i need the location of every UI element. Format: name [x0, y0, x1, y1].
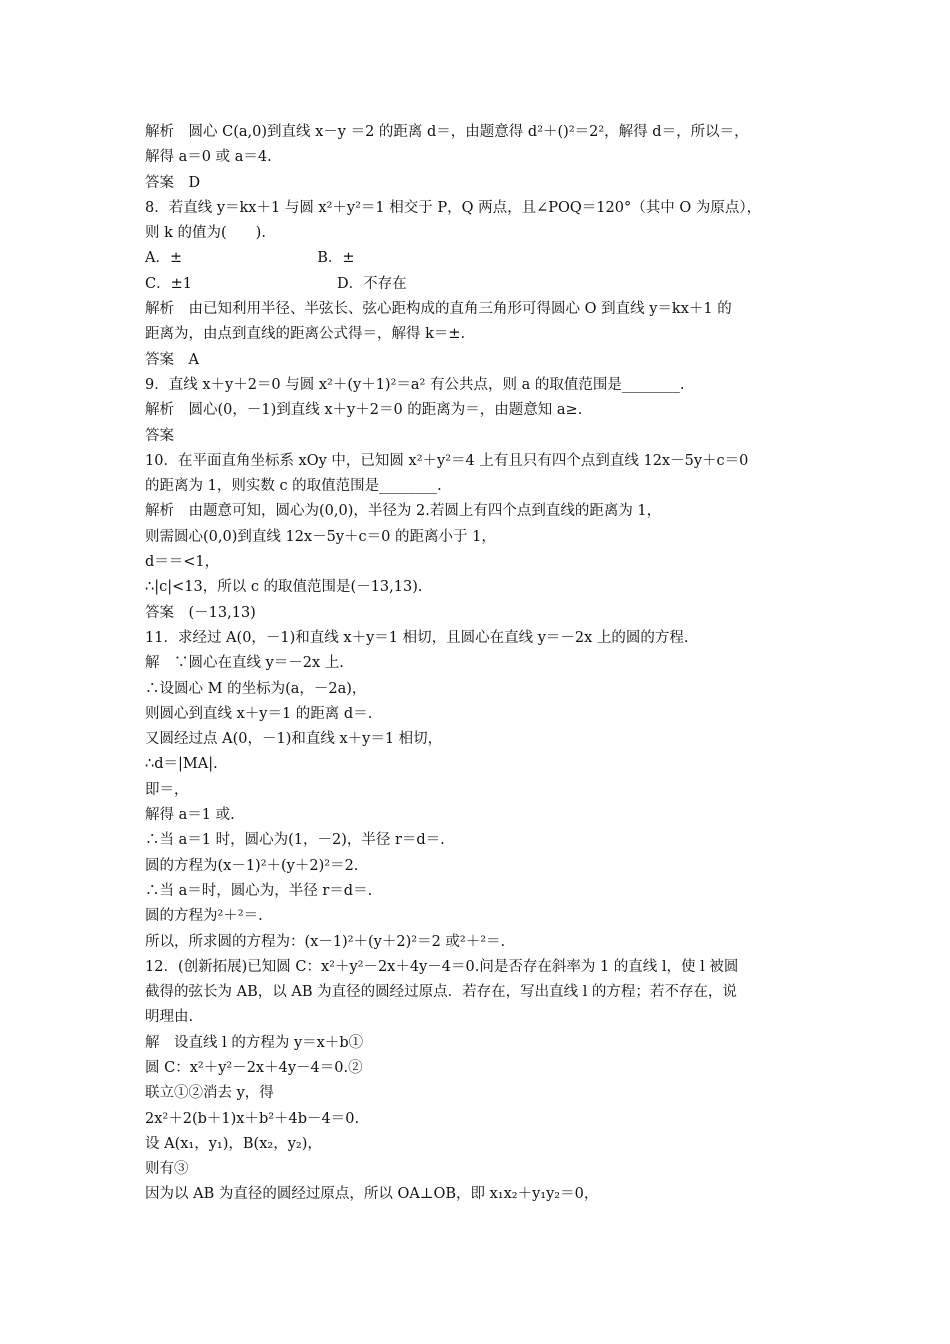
text-line: 即＝， [145, 781, 189, 798]
text-line: 解 ∵圆心在直线 y＝－2x 上. [145, 655, 344, 672]
text-line: 则有③ [145, 1161, 189, 1178]
text-line: 明理由. [145, 1009, 194, 1026]
text-line: 解析 圆心 C(a,0)到直线 x－y ＝2 的距离 d＝，由题意得 d²＋()²＝2²，解得 d＝，所以＝， [145, 124, 749, 140]
text-line: 所以，所求圆的方程为：(x－1)²＋(y＋2)²＝2 或²＋²＝. [145, 933, 506, 950]
text-line: ∴当 a＝1 时，圆心为(1，－2)，半径 r＝d＝. [145, 832, 445, 849]
text-line: 解 设直线 l 的方程为 y＝x＋b① [145, 1034, 364, 1051]
text-line: 又圆经过点 A(0，－1)和直线 x＋y＝1 相切， [145, 731, 443, 748]
text-line: 圆的方程为(x－1)²＋(y＋2)²＝2. [145, 857, 359, 874]
text-line: 圆的方程为²＋²＝. [145, 908, 263, 925]
text-line: 解得 a＝0 或 a＝4. [145, 149, 272, 166]
text-line: 解析 圆心(0，－1)到直线 x＋y＋2＝0 的距离为＝，由题意知 a≥. [145, 402, 583, 419]
text-line: 圆 C：x²＋y²－2x＋4y－4＝0.② [145, 1059, 363, 1076]
text-line: 因为以 AB 为直径的圆经过原点，所以 OA⊥OB，即 x₁x₂＋y₁y₂＝0， [145, 1186, 599, 1203]
text-line: 距离为，由点到直线的距离公式得＝，解得 k＝±. [145, 326, 466, 343]
text-line: ∴|c|<13，所以 c 的取值范围是(－13,13). [145, 579, 423, 596]
document-body [145, 120, 815, 1208]
text-line: 答案 [145, 427, 174, 444]
text-line: 2x²＋2(b＋1)x＋b²＋4b－4＝0. [145, 1110, 360, 1127]
text-line: C．±1 D．不存在 [145, 275, 407, 292]
text-line: 设 A(x₁，y₁)，B(x₂，y₂)， [145, 1135, 322, 1152]
text-line: 9．直线 x＋y＋2＝0 与圆 x²＋(y＋1)²＝a² 有公共点，则 a 的取值范围是________. [145, 376, 685, 393]
text-line: 答案 D [145, 174, 201, 191]
text-line: ∴设圆心 M 的坐标为(a，－2a)， [145, 680, 367, 697]
text-line: 则圆心到直线 x＋y＝1 的距离 d＝. [145, 705, 373, 722]
text-line: 答案 A [145, 351, 199, 368]
text-line: 联立①②消去 y，得 [145, 1085, 274, 1102]
text-line: ∴当 a＝时，圆心为，半径 r＝d＝. [145, 882, 373, 899]
text-line: 10．在平面直角坐标系 xOy 中，已知圆 x²＋y²＝4 上有且只有四个点到直线 12x－5y＋c＝0 [145, 452, 749, 469]
text-line: 截得的弦长为 AB，以 AB 为直径的圆经过原点．若存在，写出直线 l 的方程；若不存在，说 [145, 984, 737, 1001]
text-line: d＝＝<1， [145, 554, 220, 571]
text-line: 解析 由已知利用半径、半弦长、弦心距构成的直角三角形可得圆心 O 到直线 y＝kx＋1 的 [145, 301, 732, 318]
text-line: 11．求经过 A(0，－1)和直线 x＋y＝1 相切，且圆心在直线 y＝－2x 上的圆的方程. [145, 629, 689, 646]
text-line: 解得 a＝1 或. [145, 807, 235, 824]
text-line: A．± B．± [145, 250, 355, 267]
text-line: 12．(创新拓展)已知圆 C：x²＋y²－2x＋4y－4＝0.问是否存在斜率为 1 的直线 l，使 l 被圆 [145, 958, 739, 975]
text-line: 答案 (－13,13) [145, 604, 256, 621]
text-line: ∴d＝|MA|. [145, 756, 218, 773]
text-line: 则需圆心(0,0)到直线 12x－5y＋c＝0 的距离小于 1， [145, 528, 496, 545]
text-line: 8．若直线 y＝kx＋1 与圆 x²＋y²＝1 相交于 P，Q 两点，且∠POQ＝120°（其中 O 为原点）， [145, 199, 762, 216]
text-line: 解析 由题意可知，圆心为(0,0)，半径为 2.若圆上有四个点到直线的距离为 1， [145, 503, 662, 520]
text-line: 的距离为 1，则实数 c 的取值范围是________. [145, 478, 442, 495]
text-line: 则 k 的值为( ). [145, 225, 266, 242]
